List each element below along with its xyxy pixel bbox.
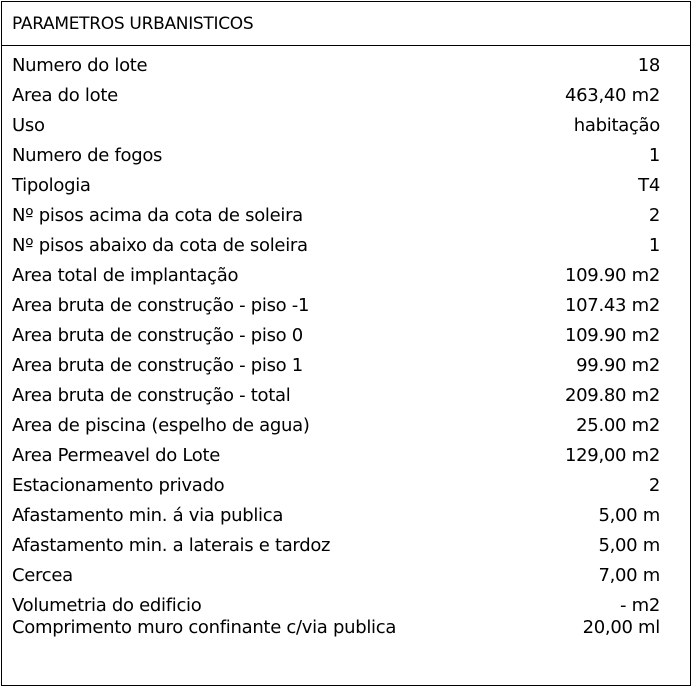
row-area-do-lote xyxy=(2,84,690,114)
row-value: 107.43 m2 xyxy=(565,295,660,316)
row-label: Uso xyxy=(12,115,45,136)
title-divider xyxy=(2,45,690,46)
row-cercea xyxy=(2,564,690,594)
row-label: Numero do lote xyxy=(12,55,148,76)
row-area-permeavel xyxy=(2,444,690,474)
row-area-bruta-piso-0 xyxy=(2,324,690,354)
row-area-bruta-piso-1 xyxy=(2,354,690,384)
row-value: habitação xyxy=(573,115,660,136)
row-afastamento-via-publica xyxy=(2,504,690,534)
row-value: 1 xyxy=(648,235,660,256)
row-label: Area bruta de construção - piso -1 xyxy=(12,295,310,316)
row-afastamento-laterais xyxy=(2,534,690,564)
row-value: 209.80 m2 xyxy=(565,385,660,406)
row-label: Volumetria do edificio xyxy=(12,595,202,616)
row-label: Area bruta de construção - piso 0 xyxy=(12,325,303,346)
row-label: Tipologia xyxy=(12,175,91,196)
row-value: - m2 xyxy=(619,595,660,616)
row-value: 99.90 m2 xyxy=(576,355,660,376)
row-label: Area bruta de construção - piso 1 xyxy=(12,355,303,376)
row-uso xyxy=(2,114,690,144)
row-area-piscina xyxy=(2,414,690,444)
row-value: 5,00 m xyxy=(598,505,660,526)
row-numero-do-lote xyxy=(2,54,690,84)
row-value: 18 xyxy=(637,55,660,76)
row-tipologia xyxy=(2,174,690,204)
row-area-implantacao xyxy=(2,264,690,294)
row-label: Afastamento min. á via publica xyxy=(12,505,284,526)
row-value: 129,00 m2 xyxy=(565,445,660,466)
row-numero-de-fogos xyxy=(2,144,690,174)
row-estacionamento xyxy=(2,474,690,504)
row-area-bruta-piso-menos-1 xyxy=(2,294,690,324)
row-value: 463,40 m2 xyxy=(565,85,660,106)
row-label: Afastamento min. a laterais e tardoz xyxy=(12,535,331,556)
row-label: Area Permeavel do Lote xyxy=(12,445,221,466)
row-value: 5,00 m xyxy=(598,535,660,556)
row-value: 7,00 m xyxy=(598,565,660,586)
row-area-bruta-total xyxy=(2,384,690,414)
row-comprimento-muro xyxy=(2,616,690,646)
row-value: 1 xyxy=(648,145,660,166)
row-label: Comprimento muro confinante c/via publica xyxy=(12,617,397,638)
table-title: PARAMETROS URBANISTICOS xyxy=(12,14,254,34)
row-value: 25.00 m2 xyxy=(576,415,660,436)
row-label: Area de piscina (espelho de agua) xyxy=(12,415,310,436)
row-label: Area do lote xyxy=(12,85,118,106)
row-value: 2 xyxy=(648,205,660,226)
row-value: 109.90 m2 xyxy=(565,325,660,346)
parameters-table xyxy=(1,1,691,686)
row-label: Area total de implantação xyxy=(12,265,239,286)
row-value: T4 xyxy=(638,175,660,196)
row-value: 109.90 m2 xyxy=(565,265,660,286)
row-label: Area bruta de construção - total xyxy=(12,385,291,406)
row-value: 20,00 ml xyxy=(582,617,660,638)
row-label: Nº pisos abaixo da cota de soleira xyxy=(12,235,308,256)
row-label: Estacionamento privado xyxy=(12,475,225,496)
row-label: Cercea xyxy=(12,565,73,586)
row-label: Nº pisos acima da cota de soleira xyxy=(12,205,303,226)
row-label: Numero de fogos xyxy=(12,145,163,166)
row-pisos-abaixo xyxy=(2,234,690,264)
row-pisos-acima xyxy=(2,204,690,234)
row-value: 2 xyxy=(648,475,660,496)
